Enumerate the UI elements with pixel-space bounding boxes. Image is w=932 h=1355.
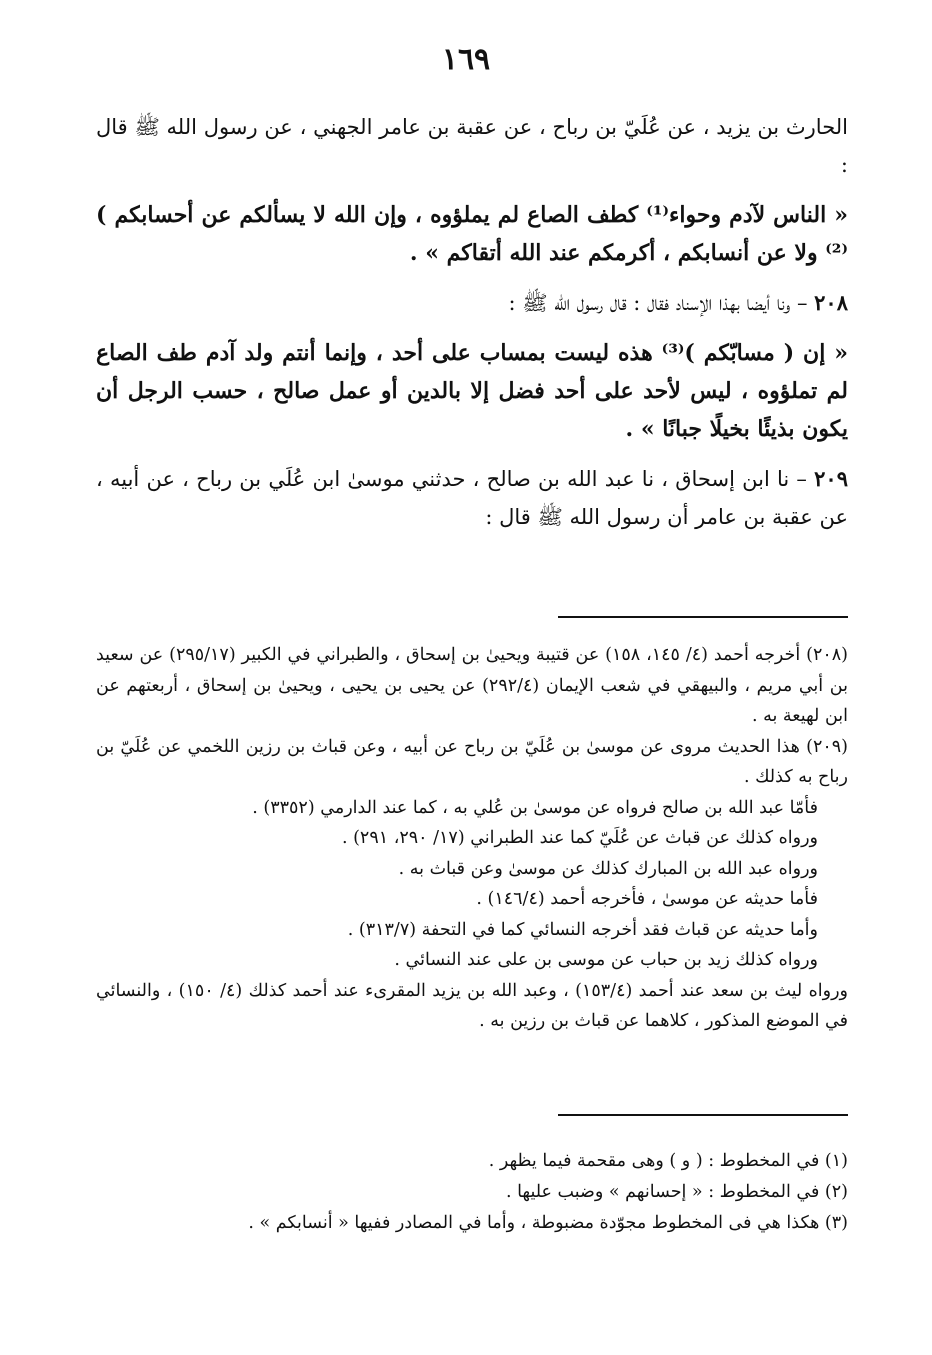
footnote-3: (٣) هكذا هي فى المخطوط مجوّدة مضبوطة ، وأما في المصادر ففيها « أنسابكم » . [248,1213,848,1233]
hadith-209-text: – نا ابن إسحاق ، نا عبد الله بن صالح ، حدثني موسىٰ ابن عُلَي بن رباح ، عن أبيه ، عن عقبة بن عامر أن رسول الله ﷺ قال : [96,467,848,529]
note-209-line: فأما حديثه عن موسىٰ ، فأخرجه أحمد (١٤٦/٤) . [476,889,818,909]
note-209-line: ورواه كذلك عن قباث عن عُلَيّ كما عند الطبراني (١٧/ ٢٩٠، ٢٩١) . [341,828,818,848]
note-209-line: وأما حديثه عن قباث فقد أخرجه النسائي كما في التحفة (٣١٣/٧) . [347,919,818,940]
footnote-1: (١) في المخطوط : ( و ) وهى مقحمة فيما يظهر . [488,1151,848,1171]
note-208: (٢٠٨) أخرجه أحمد (٤/ ١٤٥، ١٥٨) عن قتيبة ويحيىٰ بن إسحاق ، والطبراني في الكبير (٢٩٥/١٧) عن سعيد بن أبي مريم ، والبيهقي في شعب الإيمان (٢٩٢/٤) عن يحيى بن يحيى ، ويحيىٰ بن إسحاق ، أربعتهم عن ابن لهيعة به . [96,645,848,726]
main-text [96,108,848,548]
hadith-208-text: – ونا أيضا بهذا الإسناد فقال : قال رسول الله ﷺ : [508,291,808,315]
note-209: (٢٠٩) هذا الحديث مروى عن موسىٰ بن عُلَيّ بن رباح عن أبيه ، وعن قباث بن رزين اللخمي عن عُلَيّ بن رباح به كذلك . [96,736,848,787]
footnote-2: (٢) في المخطوط : « إحسانهم » وضبب عليها . [505,1182,848,1202]
hadith-209 [96,460,848,536]
note-209-line: فأمّا عبد الله بن صالح فرواه عن موسىٰ بن عُلي به ، كما عند الدارمي (٣٣٥٢) . [252,797,818,818]
takhrij-notes [96,640,848,1037]
note-209-line: ورواه عبد الله بن المبارك كذلك عن موسىٰ وعن قباث به . [398,858,818,879]
hadith-208 [96,284,848,322]
note-209-line: ورواه كذلك زيد بن حباب عن موسى بن على عند النسائي . [394,950,818,970]
note-209-last: ورواه ليث بن سعد عند أحمد (١٥٣/٤) ، وعبد الله بن يزيد المقرىء عند أحمد كذلك (٤/ ١٥٠) ، والنسائي في الموضع المذكور ، كلاهما عن قباث بن رزين به . [96,980,848,1031]
intro-paragraph: الحارث بن يزيد ، عن عُلَيّ بن رباح ، عن عقبة بن عامر الجهني ، عن رسول الله ﷺ قال : [96,115,848,177]
footnotes-divider [558,1114,848,1116]
hadith-number-209: ٢٠٩ [814,466,848,491]
hadith-quote-2: « إن ( مسابّكم )⁽³⁾ هذه ليست بمساب على أحد ، وإنما أنتم ولد آدم طف الصاع لم تملؤوه ، ليس لأحد على أحد فضل إلا بالدين أو عمل صالح ، حسب الرجل أن يكون بذيئًا بخيلًا جبانًا » . [96,340,848,442]
hadith-number-208: ٢٠٨ [814,290,848,315]
notes-divider [558,616,848,618]
footnotes [96,1146,848,1239]
hadith-quote-1: « الناس لآدم وحواء⁽¹⁾ كطف الصاع لم يملؤوه ، وإن الله لا يسألكم عن أحسابكم )⁽²⁾ ولا عن أنسابكم ، أكرمكم عند الله أتقاكم » . [96,202,848,266]
page-number: ١٦٩ [441,42,491,77]
